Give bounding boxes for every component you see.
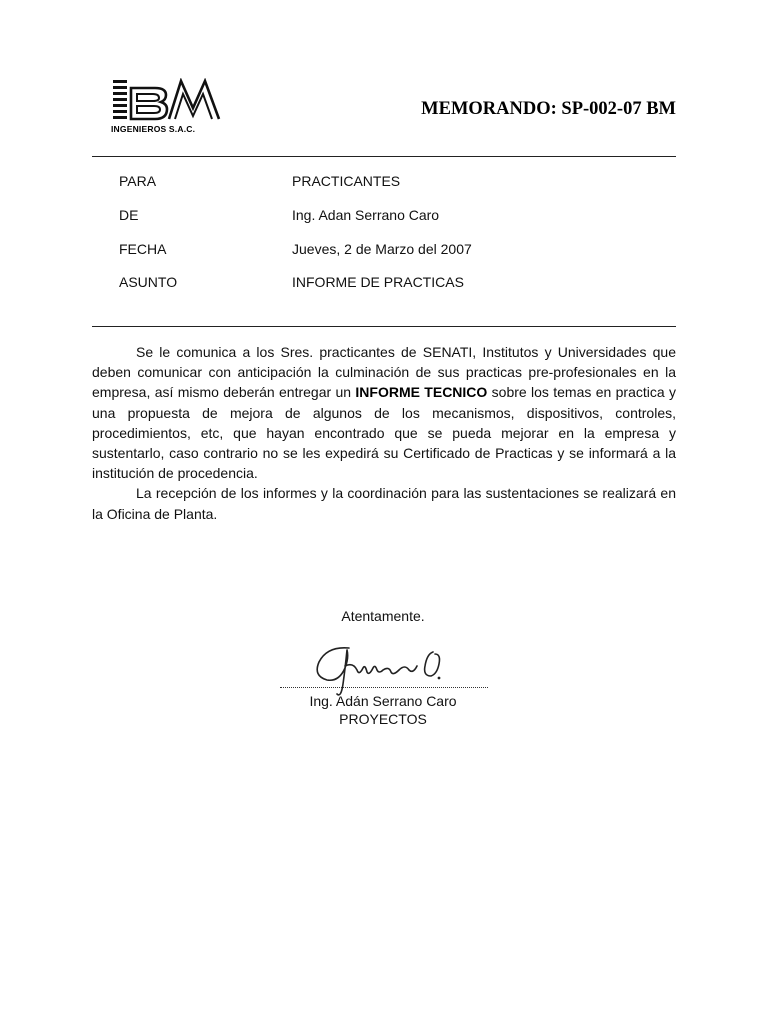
field-value: Jueves, 2 de Marzo del 2007 xyxy=(292,241,472,257)
field-row-para xyxy=(0,173,768,193)
field-label: FECHA xyxy=(119,241,167,257)
body-text-segment: Se le comunica a los Sres. practicantes de SENATI, Institutos y Universidades que deben comunicar con anticipación la culminación de sus practicas pre-profesionales en la empresa, así mismo deberán entregar un xyxy=(92,344,676,401)
signature-line xyxy=(280,687,488,688)
body-paragraph-2: La recepción de los informes y la coordinación para las sustentaciones se realizará en la Oficina de Planta. xyxy=(92,485,676,522)
signer-department: PROYECTOS xyxy=(339,711,427,727)
field-value: INFORME DE PRACTICAS xyxy=(292,274,464,290)
logo-caption: INGENIEROS S.A.C. xyxy=(111,124,196,134)
field-row-de xyxy=(0,207,768,227)
memo-title: MEMORANDO: SP-002-07 BM xyxy=(421,99,676,119)
field-row-asunto xyxy=(0,274,768,294)
field-value: Ing. Adan Serrano Caro xyxy=(292,207,440,223)
field-label: DE xyxy=(119,207,139,223)
field-label: PARA xyxy=(119,173,157,189)
closing-salutation: Atentamente. xyxy=(341,608,425,624)
signature-icon xyxy=(305,640,465,700)
company-logo xyxy=(111,78,223,138)
header-top-divider xyxy=(92,156,676,157)
ibm-logo-icon xyxy=(111,78,223,126)
signer-name: Ing. Adán Serrano Caro xyxy=(309,693,457,709)
body-text-segment: sobre los temas en practica y una propuesta de mejora de algunos de los mecanismos, dispositivos, controles, procedimientos, etc, que hayan encontrado que se pueda mejorar en la empresa y sustentarlo, caso contrario no se les expedirá su Certificado de Practicas y se informará a la institución de procedencia. xyxy=(92,384,676,482)
field-value: PRACTICANTES xyxy=(292,173,401,189)
body-paragraph-1 xyxy=(92,342,676,483)
field-row-fecha xyxy=(0,241,768,261)
header-bottom-divider xyxy=(92,326,676,327)
field-label: ASUNTO xyxy=(119,274,178,290)
memo-body xyxy=(92,342,676,524)
body-emphasis: INFORME TECNICO xyxy=(355,384,488,401)
